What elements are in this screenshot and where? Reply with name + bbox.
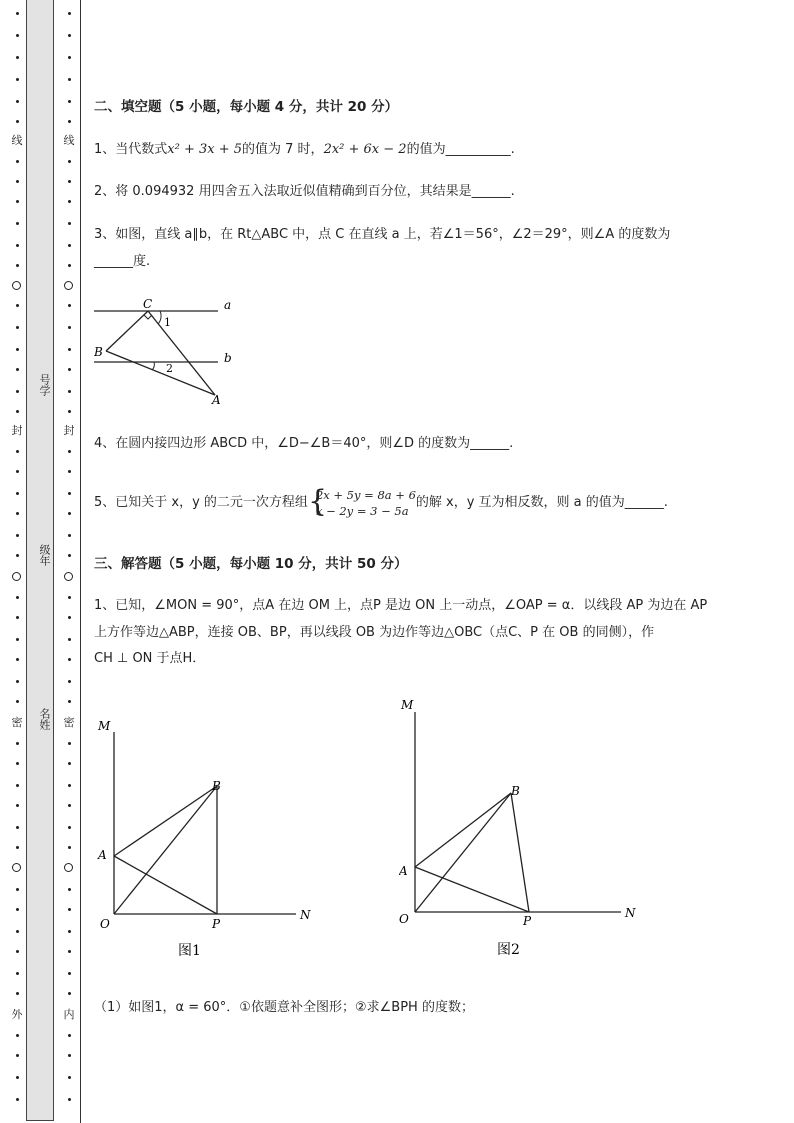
label-p: P xyxy=(523,914,532,928)
label-o: O xyxy=(100,917,110,931)
question-2-1: 1、当代数式x² + 3x + 5的值为 7 时，2x² + 6x − 2的值为__________. xyxy=(94,142,515,157)
outer-char-feng: 封 xyxy=(11,424,23,437)
label-n: N xyxy=(300,908,311,922)
segment-ab xyxy=(415,793,511,867)
question-2-5: 5、已知关于 x，y 的二元一次方程组 { 2x + 5y = 8a + 6 x − 2y = 3 − 5a 的解 x，y 互为相反数，则 a 的值为______. xyxy=(94,483,668,519)
inner-char-feng: 封 xyxy=(63,424,75,437)
binding-line xyxy=(80,0,81,1123)
label-student-number: 号学 xyxy=(38,374,51,396)
segment-ob xyxy=(415,793,511,912)
question-2-2: 2、将 0.094932 用四舍五入法取近似值精确到百分位，其结果是______. xyxy=(94,184,515,199)
figure-1 xyxy=(96,712,316,962)
segment-cb xyxy=(106,311,148,351)
label-grade: 级年 xyxy=(38,544,51,566)
question-2-3-line1: 3、如图，直线 a∥b，在 Rt△ABC 中，点 C 在直线 a 上，若∠1＝56°，∠2＝29°，则∠A 的度数为 xyxy=(94,227,671,242)
question-3-1-line2: 上方作等边△ABP，连接 OB、BP，再以线段 OB 为边作等边△OBC（点C、P 在 OB 的同侧），作 xyxy=(94,625,655,640)
question-3-1-line1: 1、已知，∠MON = 90°，点A 在边 OM 上，点P 是边 ON 上一动点，∠OAP = α．以线段 AP 为边在 AP xyxy=(94,598,708,613)
inner-binding-dots xyxy=(62,0,76,1123)
question-2-4: 4、在圆内接四边形 ABCD 中，∠D−∠B＝40°，则∠D 的度数为______. xyxy=(94,436,514,451)
label-a-line: a xyxy=(224,298,232,312)
segment-ba xyxy=(106,351,215,395)
label-b: B xyxy=(94,345,103,359)
section2-heading: 二、填空题（5 小题，每小题 4 分，共计 20 分） xyxy=(94,99,399,115)
segment-ap xyxy=(114,856,217,914)
q3-figure xyxy=(94,294,244,406)
figure-2 xyxy=(399,692,649,962)
outer-char-mi: 密 xyxy=(11,716,23,729)
inner-char-nei: 内 xyxy=(63,1008,75,1021)
label-name: 名姓 xyxy=(38,708,51,730)
label-c: C xyxy=(143,297,153,311)
segment-ob xyxy=(114,786,217,914)
label-angle-2: 2 xyxy=(166,362,173,375)
inner-char-xian: 线 xyxy=(63,134,75,147)
label-m: M xyxy=(401,698,414,712)
angle-2-arc xyxy=(152,362,154,370)
ring-icon xyxy=(64,572,73,581)
label-p: P xyxy=(212,917,221,931)
segment-ab xyxy=(114,786,217,856)
inner-char-mi: 密 xyxy=(63,716,75,729)
label-b-line: b xyxy=(224,351,232,365)
ring-icon xyxy=(64,863,73,872)
right-angle-mark xyxy=(144,315,152,319)
label-a: A xyxy=(98,848,107,862)
label-o: O xyxy=(399,912,409,926)
student-info-strip xyxy=(26,0,54,1121)
label-b: B xyxy=(212,779,221,793)
ring-icon xyxy=(12,572,21,581)
segment-bp xyxy=(511,793,529,912)
ring-icon xyxy=(12,863,21,872)
section3-heading: 三、解答题（5 小题，每小题 10 分，共计 50 分） xyxy=(94,556,408,572)
outer-char-wai: 外 xyxy=(11,1008,23,1021)
brace-icon: { xyxy=(307,483,328,519)
label-a: A xyxy=(399,864,408,878)
ring-icon xyxy=(12,281,21,290)
question-3-1-part1: （1）如图1，α = 60°．①依题意补全图形；②求∠BPH 的度数； xyxy=(94,1000,474,1015)
label-m: M xyxy=(98,719,111,733)
question-3-1-line3: CH ⊥ ON 于点H． xyxy=(94,651,206,666)
label-angle-1: 1 xyxy=(164,316,171,329)
ring-icon xyxy=(64,281,73,290)
outer-char-xian: 线 xyxy=(11,134,23,147)
label-a-point: A xyxy=(212,393,221,406)
figure-2-caption: 图2 xyxy=(497,942,520,958)
question-2-3-line2: ______度. xyxy=(94,254,151,269)
segment-ap xyxy=(415,867,529,912)
equation-system: { 2x + 5y = 8a + 6 x − 2y = 3 − 5a xyxy=(307,483,416,519)
outer-binding-dots xyxy=(10,0,24,1123)
label-b: B xyxy=(511,784,520,798)
figure-1-caption: 图1 xyxy=(178,943,201,959)
label-n: N xyxy=(625,906,636,920)
angle-1-arc xyxy=(158,311,161,324)
